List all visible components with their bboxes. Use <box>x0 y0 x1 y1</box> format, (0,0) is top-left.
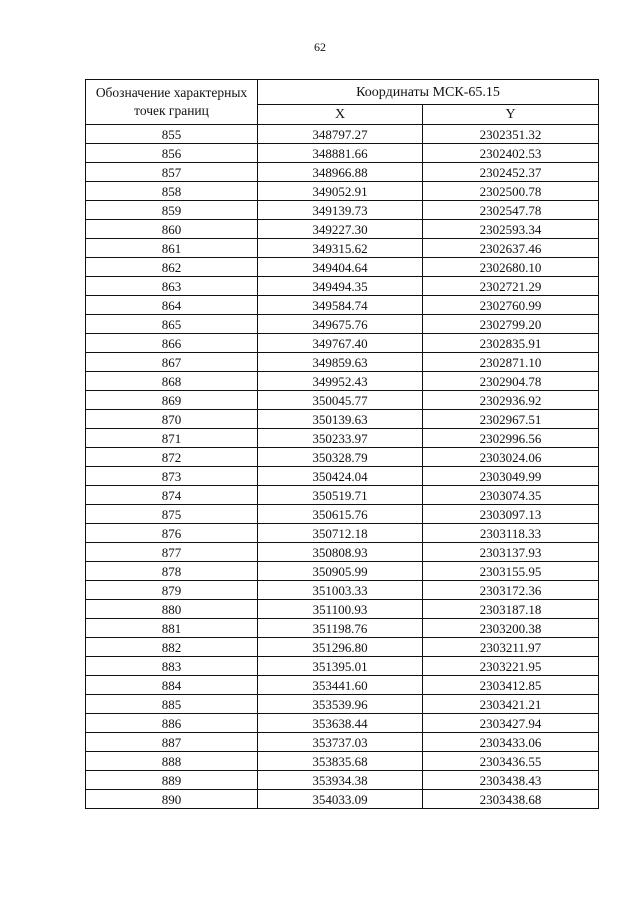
x-coordinate-cell: 354033.09 <box>258 790 423 809</box>
y-coordinate-cell: 2302760.99 <box>423 296 599 315</box>
point-id-cell: 882 <box>86 638 258 657</box>
y-coordinate-cell: 2303412.85 <box>423 676 599 695</box>
x-coordinate-cell: 349494.35 <box>258 277 423 296</box>
x-coordinate-cell: 351100.93 <box>258 600 423 619</box>
point-id-cell: 858 <box>86 182 258 201</box>
table-row <box>86 201 599 220</box>
point-id-cell: 864 <box>86 296 258 315</box>
point-id-cell: 877 <box>86 543 258 562</box>
coordinates-group-header: Координаты МСК-65.15 <box>258 80 599 105</box>
table-row <box>86 486 599 505</box>
point-id-cell: 869 <box>86 391 258 410</box>
x-coordinate-cell: 349584.74 <box>258 296 423 315</box>
y-coordinate-cell: 2303433.06 <box>423 733 599 752</box>
point-id-cell: 859 <box>86 201 258 220</box>
point-column-header: Обозначение характерных точек границ <box>86 80 258 125</box>
x-coordinate-cell: 349404.64 <box>258 258 423 277</box>
x-coordinate-cell: 350424.04 <box>258 467 423 486</box>
table-row <box>86 410 599 429</box>
table-row <box>86 258 599 277</box>
y-coordinate-cell: 2303221.95 <box>423 657 599 676</box>
table-row <box>86 391 599 410</box>
point-id-cell: 878 <box>86 562 258 581</box>
table-row <box>86 296 599 315</box>
point-id-cell: 865 <box>86 315 258 334</box>
y-coordinate-cell: 2303024.06 <box>423 448 599 467</box>
point-id-cell: 887 <box>86 733 258 752</box>
table-row <box>86 125 599 144</box>
table-row <box>86 505 599 524</box>
table-row <box>86 239 599 258</box>
y-coordinate-cell: 2303118.33 <box>423 524 599 543</box>
point-id-cell: 875 <box>86 505 258 524</box>
y-coordinate-cell: 2302721.29 <box>423 277 599 296</box>
point-id-cell: 874 <box>86 486 258 505</box>
table-row <box>86 771 599 790</box>
table-row <box>86 562 599 581</box>
point-id-cell: 872 <box>86 448 258 467</box>
x-coordinate-cell: 353835.68 <box>258 752 423 771</box>
y-coordinate-cell: 2302680.10 <box>423 258 599 277</box>
x-coordinate-cell: 349767.40 <box>258 334 423 353</box>
y-coordinate-cell: 2303438.43 <box>423 771 599 790</box>
point-id-cell: 890 <box>86 790 258 809</box>
table-row <box>86 714 599 733</box>
table-row <box>86 695 599 714</box>
point-id-cell: 862 <box>86 258 258 277</box>
x-coordinate-cell: 349952.43 <box>258 372 423 391</box>
table-row <box>86 448 599 467</box>
y-coordinate-cell: 2302593.34 <box>423 220 599 239</box>
point-id-cell: 863 <box>86 277 258 296</box>
y-coordinate-cell: 2303137.93 <box>423 543 599 562</box>
point-id-cell: 867 <box>86 353 258 372</box>
point-id-cell: 871 <box>86 429 258 448</box>
table-row <box>86 277 599 296</box>
y-coordinate-cell: 2302402.53 <box>423 144 599 163</box>
x-coordinate-cell: 350139.63 <box>258 410 423 429</box>
table-row <box>86 543 599 562</box>
table-header <box>86 80 599 125</box>
y-coordinate-cell: 2303074.35 <box>423 486 599 505</box>
point-id-cell: 868 <box>86 372 258 391</box>
point-id-cell: 889 <box>86 771 258 790</box>
x-coordinate-cell: 348881.66 <box>258 144 423 163</box>
x-coordinate-cell: 350808.93 <box>258 543 423 562</box>
x-coordinate-cell: 353441.60 <box>258 676 423 695</box>
x-coordinate-cell: 353737.03 <box>258 733 423 752</box>
y-coordinate-cell: 2303049.99 <box>423 467 599 486</box>
point-id-cell: 856 <box>86 144 258 163</box>
table-row <box>86 676 599 695</box>
x-coordinate-cell: 350905.99 <box>258 562 423 581</box>
table-row <box>86 733 599 752</box>
point-id-cell: 881 <box>86 619 258 638</box>
y-coordinate-cell: 2302967.51 <box>423 410 599 429</box>
y-coordinate-cell: 2303427.94 <box>423 714 599 733</box>
x-coordinate-cell: 350519.71 <box>258 486 423 505</box>
y-coordinate-cell: 2302936.92 <box>423 391 599 410</box>
coordinates-table <box>85 79 599 809</box>
table-row <box>86 220 599 239</box>
x-coordinate-cell: 349052.91 <box>258 182 423 201</box>
y-coordinate-cell: 2303200.38 <box>423 619 599 638</box>
y-coordinate-cell: 2302500.78 <box>423 182 599 201</box>
x-coordinate-cell: 350328.79 <box>258 448 423 467</box>
y-coordinate-cell: 2302904.78 <box>423 372 599 391</box>
point-id-cell: 857 <box>86 163 258 182</box>
point-id-cell: 866 <box>86 334 258 353</box>
x-coordinate-cell: 351003.33 <box>258 581 423 600</box>
table-row <box>86 600 599 619</box>
point-id-cell: 861 <box>86 239 258 258</box>
y-coordinate-cell: 2303438.68 <box>423 790 599 809</box>
page-number: 62 <box>314 40 326 54</box>
x-coordinate-cell: 353638.44 <box>258 714 423 733</box>
table-row <box>86 752 599 771</box>
point-id-cell: 879 <box>86 581 258 600</box>
table-row <box>86 353 599 372</box>
x-coordinate-cell: 353539.96 <box>258 695 423 714</box>
point-id-cell: 876 <box>86 524 258 543</box>
x-coordinate-cell: 350045.77 <box>258 391 423 410</box>
y-coordinate-cell: 2303211.97 <box>423 638 599 657</box>
table-row <box>86 657 599 676</box>
table-row <box>86 790 599 809</box>
y-coordinate-cell: 2302547.78 <box>423 201 599 220</box>
table-row <box>86 334 599 353</box>
x-coordinate-cell: 349859.63 <box>258 353 423 372</box>
table-body <box>86 125 599 809</box>
y-coordinate-cell: 2303172.36 <box>423 581 599 600</box>
y-column-header: Y <box>423 105 599 125</box>
point-id-cell: 860 <box>86 220 258 239</box>
x-coordinate-cell: 350712.18 <box>258 524 423 543</box>
x-coordinate-cell: 351296.80 <box>258 638 423 657</box>
table-row <box>86 429 599 448</box>
point-id-cell: 870 <box>86 410 258 429</box>
x-coordinate-cell: 349139.73 <box>258 201 423 220</box>
point-id-cell: 888 <box>86 752 258 771</box>
table-row <box>86 467 599 486</box>
point-id-cell: 886 <box>86 714 258 733</box>
y-coordinate-cell: 2302996.56 <box>423 429 599 448</box>
y-coordinate-cell: 2303436.55 <box>423 752 599 771</box>
y-coordinate-cell: 2302799.20 <box>423 315 599 334</box>
y-coordinate-cell: 2303187.18 <box>423 600 599 619</box>
table-row <box>86 619 599 638</box>
x-coordinate-cell: 349227.30 <box>258 220 423 239</box>
table-row <box>86 581 599 600</box>
y-coordinate-cell: 2303155.95 <box>423 562 599 581</box>
table-row <box>86 638 599 657</box>
table-row <box>86 372 599 391</box>
y-coordinate-cell: 2303097.13 <box>423 505 599 524</box>
table-row <box>86 182 599 201</box>
point-id-cell: 855 <box>86 125 258 144</box>
x-coordinate-cell: 348797.27 <box>258 125 423 144</box>
y-coordinate-cell: 2303421.21 <box>423 695 599 714</box>
y-coordinate-cell: 2302351.32 <box>423 125 599 144</box>
x-coordinate-cell: 351198.76 <box>258 619 423 638</box>
x-coordinate-cell: 351395.01 <box>258 657 423 676</box>
x-coordinate-cell: 349315.62 <box>258 239 423 258</box>
point-id-cell: 884 <box>86 676 258 695</box>
y-coordinate-cell: 2302452.37 <box>423 163 599 182</box>
x-coordinate-cell: 348966.88 <box>258 163 423 182</box>
point-id-cell: 885 <box>86 695 258 714</box>
table-row <box>86 163 599 182</box>
y-coordinate-cell: 2302835.91 <box>423 334 599 353</box>
point-id-cell: 883 <box>86 657 258 676</box>
y-coordinate-cell: 2302637.46 <box>423 239 599 258</box>
table-row <box>86 144 599 163</box>
x-column-header: X <box>258 105 423 125</box>
x-coordinate-cell: 349675.76 <box>258 315 423 334</box>
table-row <box>86 524 599 543</box>
point-id-cell: 873 <box>86 467 258 486</box>
table-row <box>86 315 599 334</box>
x-coordinate-cell: 350615.76 <box>258 505 423 524</box>
x-coordinate-cell: 350233.97 <box>258 429 423 448</box>
y-coordinate-cell: 2302871.10 <box>423 353 599 372</box>
point-id-cell: 880 <box>86 600 258 619</box>
x-coordinate-cell: 353934.38 <box>258 771 423 790</box>
